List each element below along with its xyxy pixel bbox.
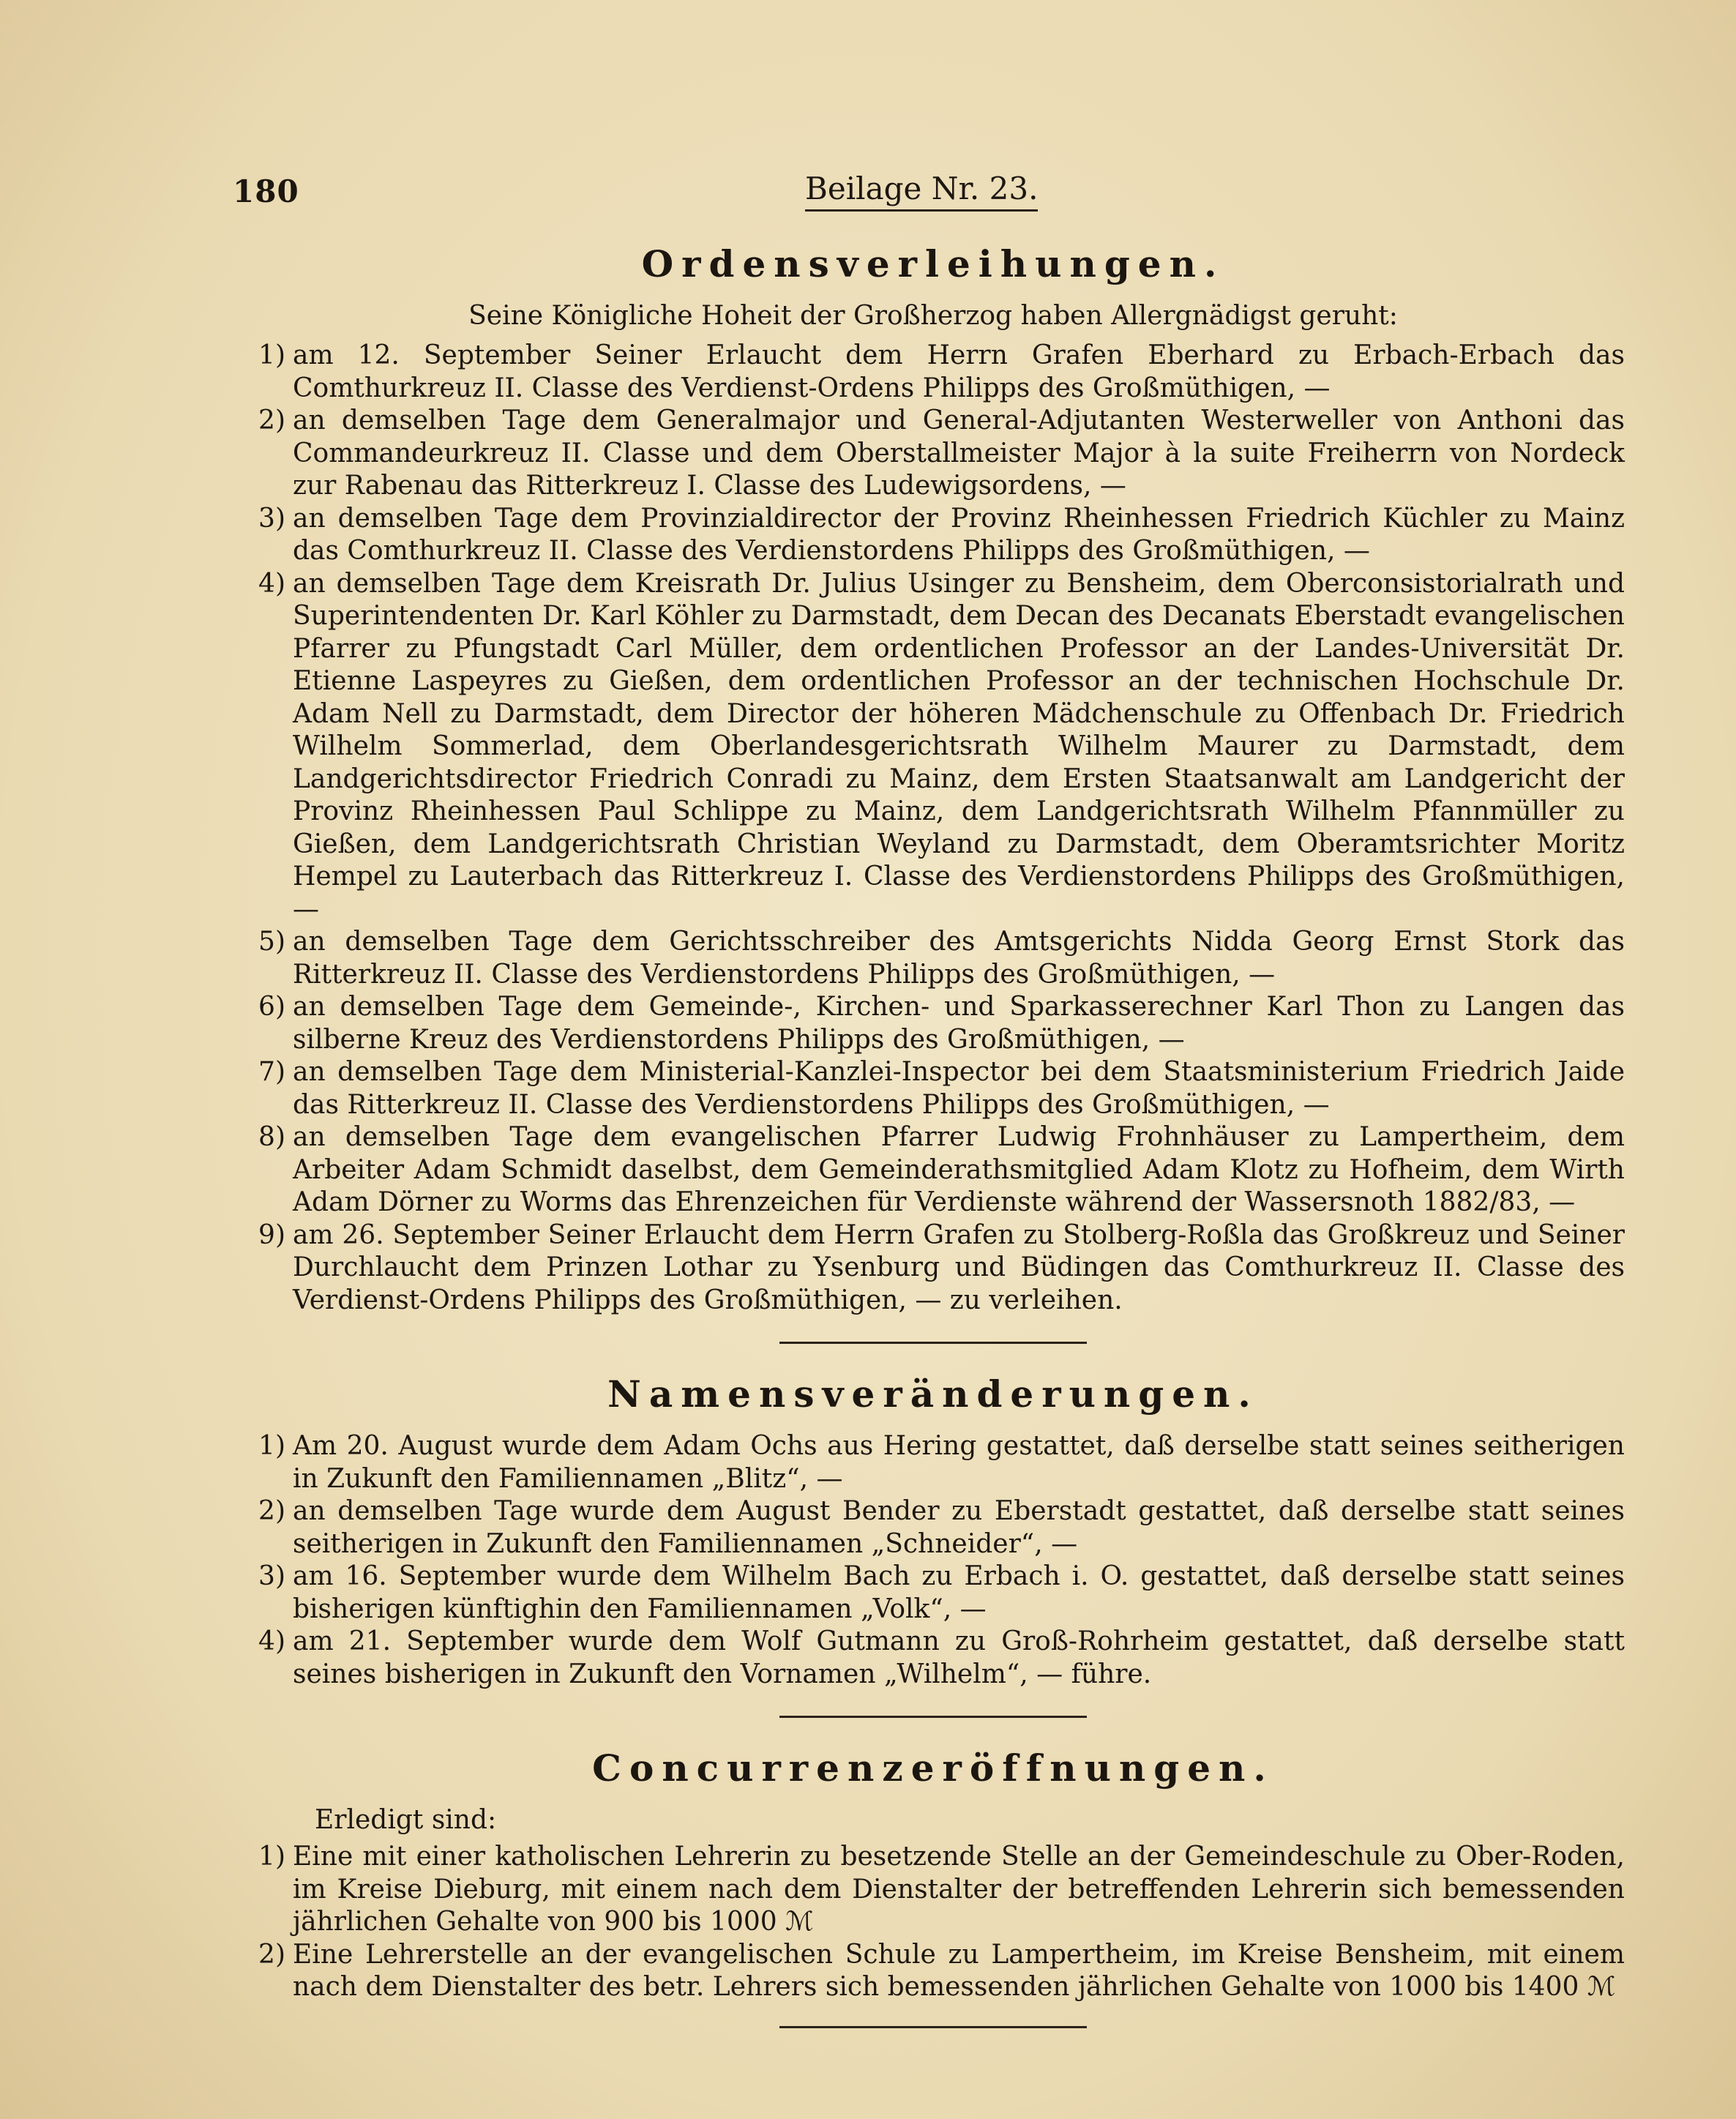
item-text: an demselben Tage dem Provinzialdirector der Provinz Rheinhessen Friedrich Küchler zu Mainz das Comthurkreuz II. Classe des Verdienstordens Philipps des Großmüthigen, —	[293, 503, 1625, 566]
running-title: Beilage Nr. 23.	[805, 171, 1038, 212]
item-number: 4)	[258, 568, 285, 599]
list-item	[242, 1430, 1625, 1495]
item-number: 5)	[258, 927, 285, 957]
section-ordensverleihungen	[242, 242, 1625, 1317]
item-text: Eine mit einer katholischen Lehrerin zu besetzende Stelle an der Gemeindeschule zu Ober-Roden, im Kreise Dieburg, mit einem nach dem Dienstalter der betreffenden Lehrerin sich bemessenden jährlichen Gehalte von 900 bis 1000 ℳ	[293, 1842, 1625, 1937]
item-text: an demselben Tage dem Ministerial-Kanzlei-Inspector bei dem Staatsministerium Friedrich Jaide das Ritterkreuz II. Classe des Verdienstordens Philipps des Großmüthigen, —	[293, 1057, 1625, 1120]
item-number: 2)	[258, 1939, 285, 1970]
item-text: am 26. September Seiner Erlaucht dem Herrn Grafen zu Stolberg-Roßla das Großkreuz und Seiner Durchlaucht dem Prinzen Lothar zu Ysenburg und Büdingen das Comthurkreuz II. Classe des Verdienst-Ordens Philipps des Großmüthigen, — zu verleihen.	[293, 1219, 1625, 1315]
list-item	[242, 1626, 1625, 1691]
list-item	[242, 1841, 1625, 1939]
item-text: an demselben Tage dem Generalmajor und General-Adjutanten Westerweller von Anthoni das Commandeurkreuz II. Classe und dem Oberstallmeister Major à la suite Freiherrn von Nordeck zur Rabenau das Ritterkreuz I. Classe des Ludewigsordens, —	[293, 406, 1625, 501]
item-text: an demselben Tage dem evangelischen Pfarrer Ludwig Frohnhäuser zu Lampertheim, dem Arbeiter Adam Schmidt daselbst, dem Gemeinderathsmitglied Adam Klotz zu Hofheim, dem Wirth Adam Dörner zu Worms das Ehrenzeichen für Verdienste während der Wassersnoth 1882/83, —	[293, 1122, 1625, 1217]
item-number: 4)	[258, 1626, 285, 1656]
entry-list	[242, 340, 1625, 1317]
list-item	[242, 1219, 1625, 1318]
item-number: 1)	[258, 340, 285, 370]
section-intro: Seine Königliche Hoheit der Großherzog haben Allergnädigst geruht:	[468, 301, 1398, 331]
entry-list	[242, 1841, 1625, 2004]
entry-list	[242, 1430, 1625, 1691]
section-divider	[779, 1342, 1087, 1344]
item-number: 3)	[258, 1561, 285, 1591]
list-item	[242, 503, 1625, 568]
item-text: am 16. September wurde dem Wilhelm Bach zu Erbach i. O. gestattet, daß derselbe statt seines bisherigen künftighin den Familiennamen „Volk“, —	[293, 1561, 1625, 1624]
item-text: an demselben Tage dem Kreisrath Dr. Julius Usinger zu Bensheim, dem Oberconsistorialrath und Superintendenten Dr. Karl Köhler zu Darmstadt, dem Decan des Decanats Eberstadt evangelischen Pfarrer zu Pfungstadt Carl Müller, dem ordentlichen Professor an der Landes-Universität Dr. Etienne Laspeyres zu Gießen, dem ordentlichen Professor an der technischen Hochschule Dr. Adam Nell zu Darmstadt, dem Director der höheren Mädchenschule zu Offenbach Dr. Friedrich Wilhelm Sommerlad, dem Oberlandesgerichtsrath Wilhelm Maurer zu Darmstadt, dem Landgerichtsdirector Friedrich Conradi zu Mainz, dem Ersten Staatsanwalt am Landgericht der Provinz Rheinhessen Paul Schlippe zu Mainz, dem Landgerichtsrath Wilhelm Pfannmüller zu Gießen, dem Landgerichtsrath Christian Weyland zu Darmstadt, dem Oberamtsrichter Moritz Hempel zu Lauterbach das Ritterkreuz I. Classe des Verdienstordens Philipps des Großmüthigen, —	[293, 568, 1625, 924]
list-item	[242, 405, 1625, 503]
item-text: an demselben Tage wurde dem August Bender zu Eberstadt gestattet, daß derselbe statt seines seitherigen in Zukunft den Familiennamen „Schneider“, —	[293, 1496, 1625, 1559]
list-item	[242, 926, 1625, 991]
list-item	[242, 1561, 1625, 1626]
list-item	[242, 1121, 1625, 1219]
section-divider	[779, 1716, 1087, 1718]
item-text: Am 20. August wurde dem Adam Ochs aus Hering gestattet, daß derselbe statt seines seitherigen in Zukunft den Familiennamen „Blitz“, —	[293, 1431, 1625, 1494]
section-title: Concurrenzeröffnungen.	[592, 1746, 1274, 1790]
item-number: 2)	[258, 1496, 285, 1526]
item-number: 3)	[258, 503, 285, 534]
list-item	[242, 1939, 1625, 2004]
section-title: Ordensverleihungen.	[641, 242, 1225, 285]
item-number: 7)	[258, 1057, 285, 1087]
item-number: 1)	[258, 1842, 285, 1872]
list-item	[242, 340, 1625, 405]
list-item	[242, 568, 1625, 927]
page-number: 180	[233, 173, 299, 209]
item-number: 6)	[258, 992, 285, 1022]
item-number: 9)	[258, 1219, 285, 1250]
list-item	[242, 1056, 1625, 1121]
item-text: an demselben Tage dem Gerichtsschreiber des Amtsgerichts Nidda Georg Ernst Stork das Ritterkreuz II. Classe des Verdienstordens Philipps des Großmüthigen, —	[293, 927, 1625, 990]
section-concurrenzeroeffnungen	[242, 1746, 1625, 2004]
section-namensveraenderungen	[242, 1372, 1625, 1691]
item-text: an demselben Tage dem Gemeinde-, Kirchen- und Sparkasserechner Karl Thon zu Langen das silberne Kreuz des Verdienstordens Philipps des Großmüthigen, —	[293, 992, 1625, 1055]
page-content	[242, 242, 1625, 2056]
item-text: am 12. September Seiner Erlaucht dem Herrn Grafen Eberhard zu Erbach-Erbach das Comthurkreuz II. Classe des Verdienst-Ordens Philipps des Großmüthigen, —	[293, 340, 1625, 403]
list-item	[242, 991, 1625, 1056]
item-number: 8)	[258, 1122, 285, 1152]
item-text: am 21. September wurde dem Wolf Gutmann zu Groß-Rohrheim gestattet, daß derselbe statt seines bisherigen in Zukunft den Vornamen „Wilhelm“, — führe.	[293, 1626, 1625, 1689]
item-text: Eine Lehrerstelle an der evangelischen Schule zu Lampertheim, im Kreise Bensheim, mit einem nach dem Dienstalter des betr. Lehrers sich bemessenden jährlichen Gehalte von 1000 bis 1400 ℳ	[293, 1939, 1625, 2002]
page-header	[220, 165, 1612, 216]
section-divider	[779, 2026, 1087, 2028]
section-intro: Erledigt sind:	[315, 1805, 497, 1835]
item-number: 1)	[258, 1431, 285, 1461]
section-title: Namensveränderungen.	[607, 1372, 1259, 1416]
item-number: 2)	[258, 406, 285, 436]
list-item	[242, 1495, 1625, 1561]
